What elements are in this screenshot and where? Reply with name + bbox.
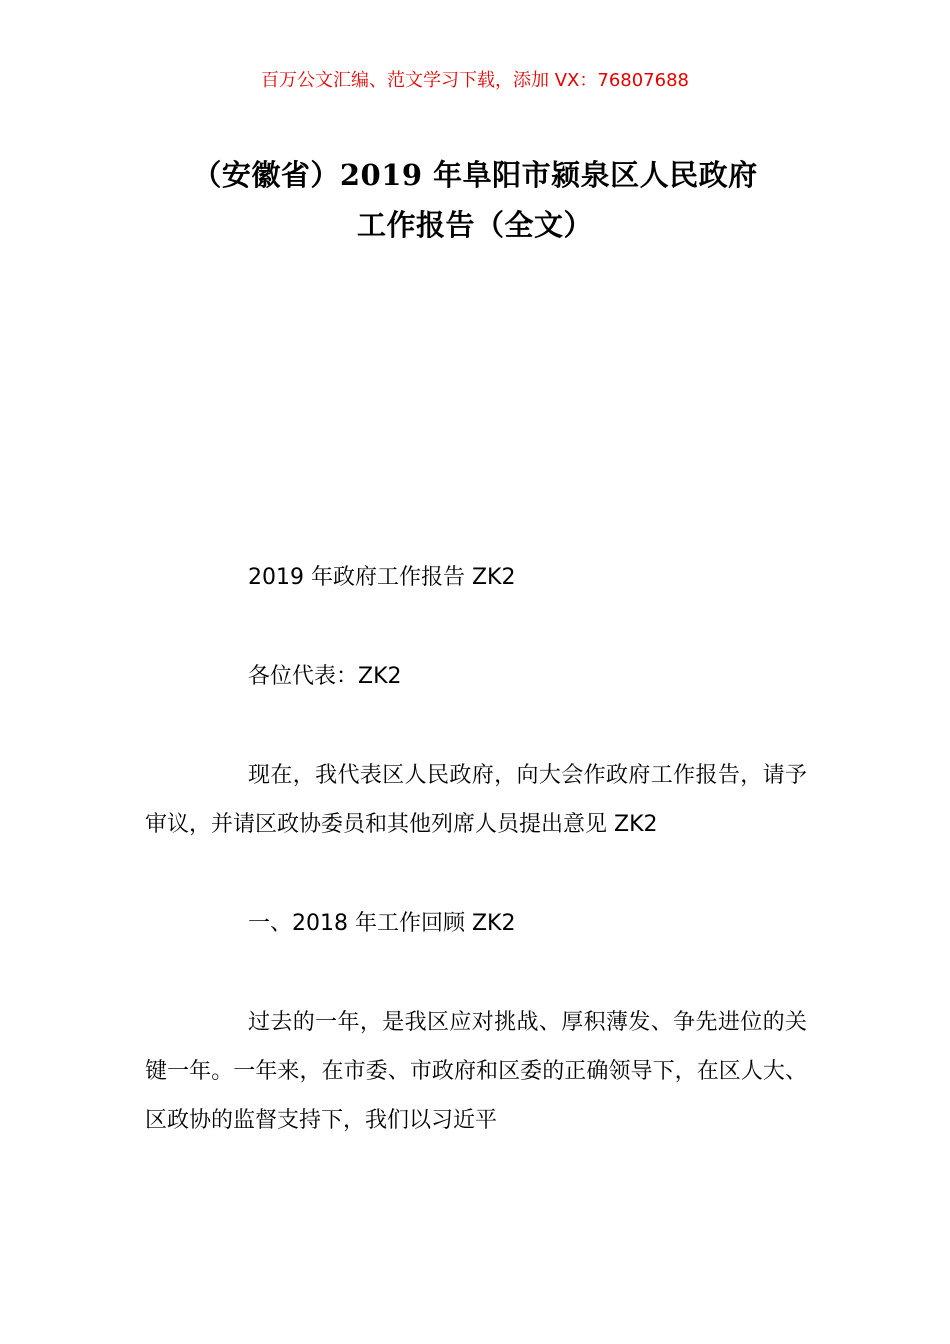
document-body xyxy=(145,553,807,1145)
document-title xyxy=(140,150,810,250)
promo-header-note: 百万公文汇编、范文学习下载，添加 VX：76807688 xyxy=(261,70,689,91)
title-line-1: （安徽省）2019 年阜阳市颍泉区人民政府 xyxy=(192,158,758,192)
paragraph-review: 过去的一年，是我区应对挑战、厚积薄发、争先进位的关键一年。一年来，在市委、市政府和区委的正确领导下，在区人大、区政协的监督支持下，我们以习近平 xyxy=(145,1010,807,1133)
title-line-2: 工作报告（全文） xyxy=(356,208,593,242)
paragraph-salutation: 各位代表：ZK2 xyxy=(248,664,402,689)
paragraph-intro: 现在，我代表区人民政府，向大会作政府工作报告，请予审议，并请区政协委员和其他列席人员提出意见 ZK2 xyxy=(145,763,807,837)
paragraph-report-heading: 2019 年政府工作报告 ZK2 xyxy=(248,565,516,590)
paragraph-section-heading: 一、2018 年工作回顾 ZK2 xyxy=(248,911,516,936)
